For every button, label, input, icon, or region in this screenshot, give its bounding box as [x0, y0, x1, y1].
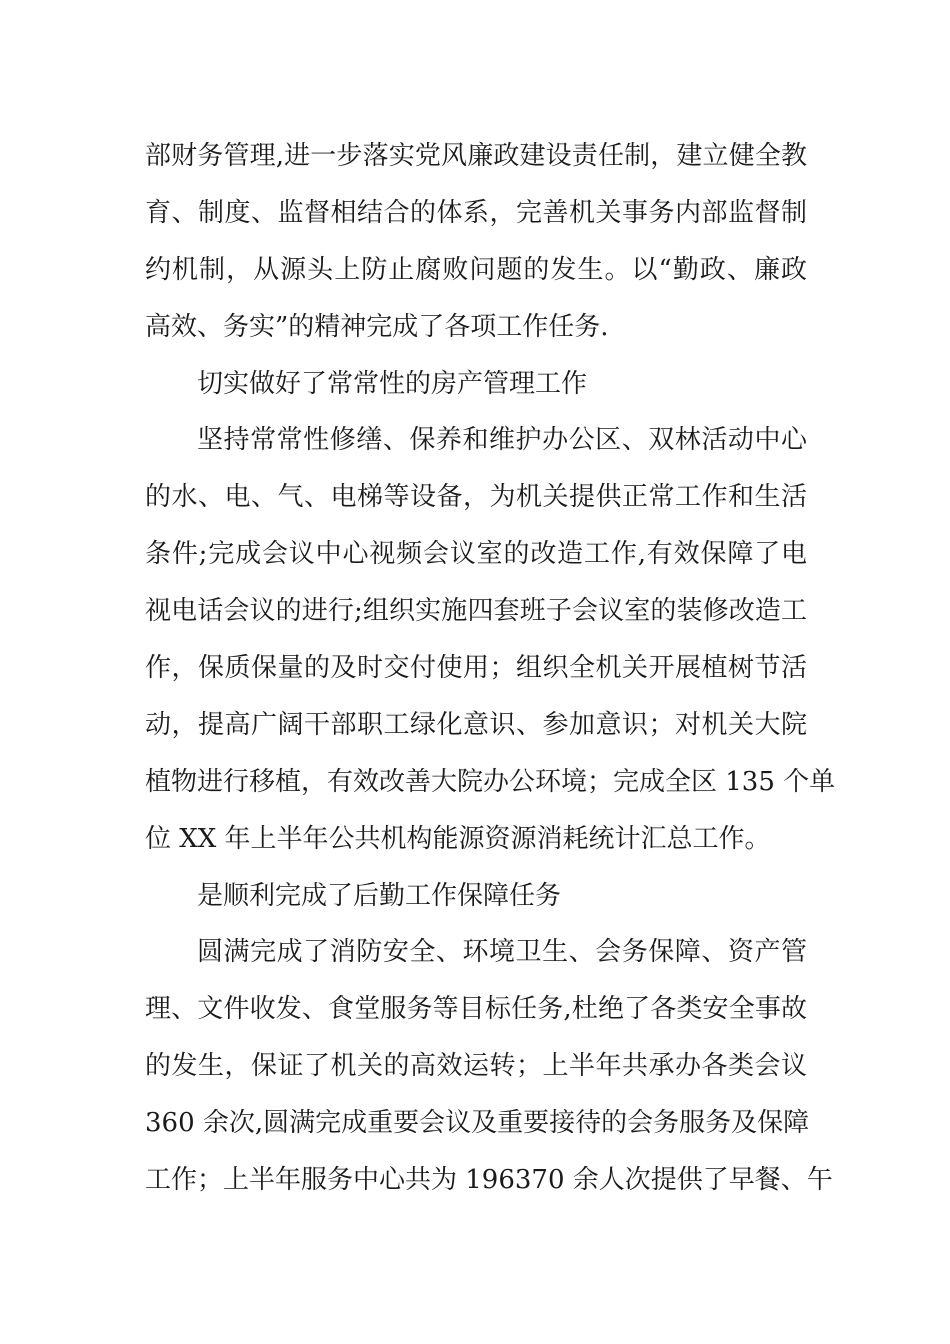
paragraph-housing-maintenance [145, 412, 836, 867]
text-line: 360 余次,圆满完成重要会议及重要接待的会务服务及保障 [145, 1108, 810, 1139]
text-line: 的水、电、气、电梯等设备，为机关提供正常工作和生活 [145, 482, 807, 513]
section-heading-text: 切实做好了常常性的房产管理工作 [197, 368, 588, 399]
text-line: 作，保质保量的及时交付使用；组织全机关开展植树节活 [145, 653, 807, 684]
text-line: 植物进行移植，有效改善大院办公环境；完成全区 135 个单 [145, 766, 836, 797]
text-line: 的发生，保证了机关的高效运转；上半年共承办各类会议 [145, 1051, 807, 1082]
text-line: 部财务管理,进一步落实党风廉政建设责任制，建立健全教 [145, 141, 807, 171]
text-line: 条件;完成会议中心视频会议室的改造工作,有效保障了电 [145, 539, 807, 570]
text-line: 约机制，从源头上防止腐败问题的发生。以“勤政、廉政 [145, 254, 807, 285]
section-heading-logistics [145, 868, 807, 925]
text-line: 位 XX 年上半年公共机构能源资源消耗统计汇总工作。 [145, 823, 771, 854]
section-heading-text: 是顺利完成了后勤工作保障任务 [197, 880, 562, 911]
section-heading-housing [145, 356, 807, 413]
text-line: 动，提高广阔干部职工绿化意识、参加意识；对机关大院 [145, 709, 807, 740]
text-line: 工作；上半年服务中心共为 196370 余人次提供了早餐、午 [145, 1165, 833, 1196]
text-line: 育、制度、监督相结合的体系，完善机关事务内部监督制 [145, 197, 807, 228]
paragraph-logistics-support [145, 924, 833, 1208]
text-line: 圆满完成了消防安全、环境卫生、会务保障、资产管 [197, 937, 807, 968]
text-line: 高效、务实”的精神完成了各项工作任务. [145, 311, 609, 342]
text-line: 坚持常常性修缮、保养和维护办公区、双林活动中心 [197, 425, 807, 456]
paragraph-financial-management [145, 128, 807, 356]
text-line: 理、文件收发、食堂服务等目标任务,杜绝了各类安全事故 [145, 994, 807, 1025]
document-body [145, 128, 836, 1209]
text-line: 视电话会议的进行;组织实施四套班子会议室的装修改造工 [145, 596, 807, 627]
